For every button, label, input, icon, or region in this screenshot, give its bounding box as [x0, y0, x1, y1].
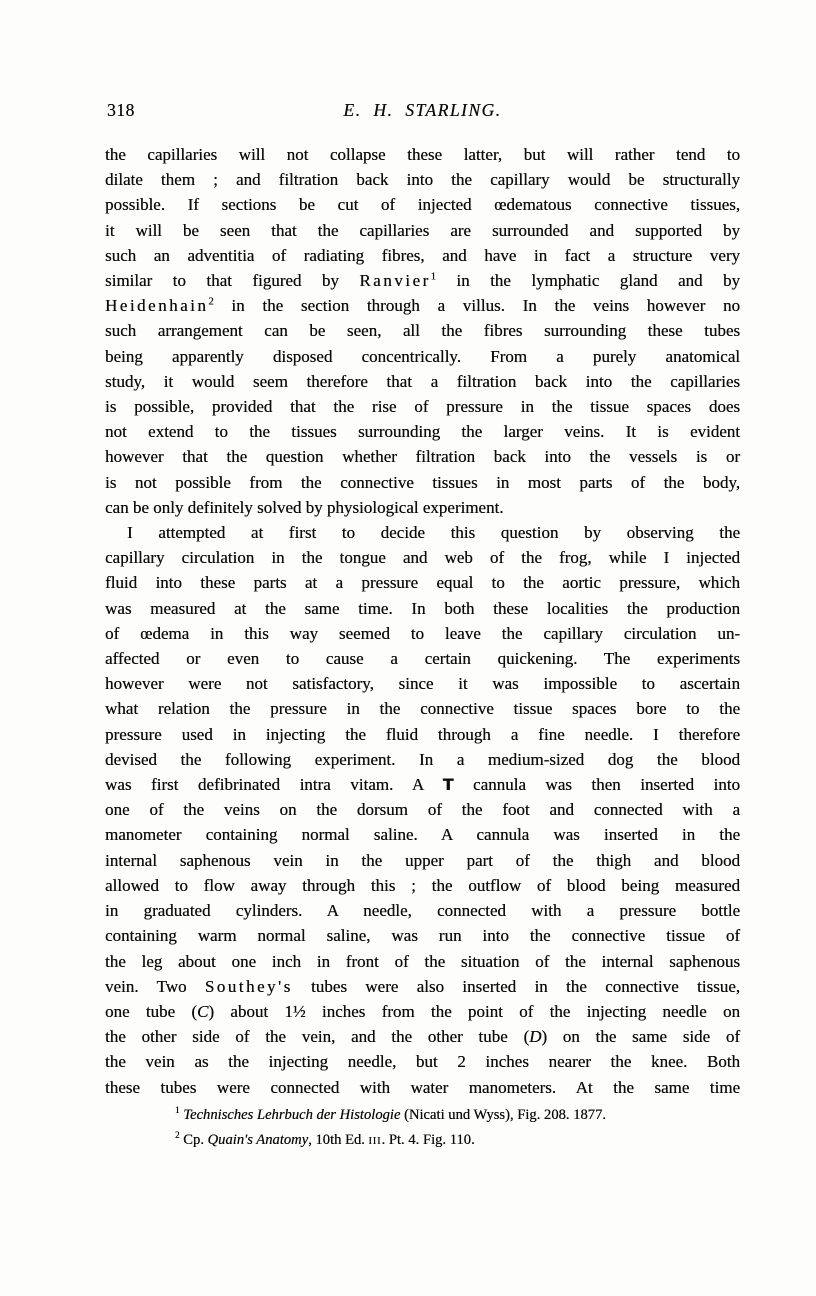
footnote-marker: 2	[208, 296, 214, 308]
styled-text: Heidenhain	[105, 296, 209, 316]
text-line: is not possible from the connective tissues in most parts of the body,	[105, 472, 740, 492]
body-paragraphs	[105, 142, 740, 1100]
text-line: these tubes were connected with water manometers. At the same time	[105, 1077, 740, 1097]
running-header	[105, 100, 740, 126]
text-line: similar to that figured by Ranvier$^1$ in the lymphatic gland and by	[105, 271, 740, 291]
text-line: of œdema in this way seemed to leave the capillary circulation un-	[105, 623, 740, 643]
page-body	[105, 142, 740, 1154]
styled-text: Technisches Lehrbuch der Histologie	[183, 1106, 401, 1123]
text-line: manometer containing normal saline. A cannula was inserted in the	[105, 825, 740, 845]
text-line: was measured at the same time. In both these localities the production	[105, 598, 740, 618]
text-line: affected or even to cause a certain quickening. The experiments	[105, 649, 740, 669]
styled-text: iii	[368, 1132, 382, 1149]
text-line: not extend to the tissues surrounding the larger veins. It is evident	[105, 422, 740, 442]
text-line: allowed to flow away through this ; the outflow of blood being measured	[105, 875, 740, 895]
text-line: the capillaries will not collapse these latter, but will rather tend to	[105, 145, 740, 164]
text-line: it will be seen that the capillaries are surrounded and supported by	[105, 220, 740, 240]
text-line: such arrangement can be seen, all the fibres surrounding these tubes	[105, 321, 740, 341]
text-line: study, it would seem therefore that a filtration back into the capillaries	[105, 371, 740, 391]
footnote-marker: 2	[175, 1130, 180, 1141]
footnotes	[105, 1103, 740, 1154]
text-line: dilate them ; and filtration back into the capillary would be structurally	[105, 170, 740, 190]
text-line: capillary circulation in the tongue and web of the frog, while I injected	[105, 548, 740, 568]
styled-text: C	[197, 1001, 209, 1021]
running-head-title: E. H. STARLING.	[343, 100, 502, 120]
text-line: Heidenhain$^2$ in the section through a villus. In the veins however no	[105, 296, 740, 316]
paragraph	[105, 520, 740, 1100]
footnote: $^1$ Technisches Lehrbuch der Histologie (Nicati und Wyss), Fig. 208. 1877.	[175, 1104, 606, 1123]
text-line: can be only definitely solved by physiological experiment.	[105, 497, 504, 517]
text-line: one tube (C) about 1½ inches from the point of the injecting needle on	[105, 1001, 740, 1021]
text-line: containing warm normal saline, was run into the connective tissue of	[105, 926, 740, 946]
page-number: 318	[107, 100, 135, 120]
text-line: however were not satisfactory, since it was impossible to ascertain	[105, 674, 740, 694]
text-line: possible. If sections be cut of injected œdematous connective tissues,	[105, 195, 740, 215]
text-line: being apparently disposed concentrically. From a purely anatomical	[105, 346, 740, 366]
text-line: what relation the pressure in the connective tissue spaces bore to the	[105, 699, 740, 719]
paragraph	[105, 142, 740, 520]
styled-text: D	[529, 1027, 542, 1047]
styled-text: T	[442, 775, 454, 795]
footnote-marker: 1	[430, 271, 436, 283]
text-line: however that the question whether filtration back into the vessels is or	[105, 447, 740, 467]
text-line: vein. Two Southey's tubes were also inserted in the connective tissue,	[105, 976, 740, 996]
text-line: I attempted at first to decide this question by observing the	[127, 523, 740, 543]
styled-text: Quain's Anatomy	[207, 1132, 309, 1149]
text-line: is possible, provided that the rise of pressure in the tissue spaces does	[105, 397, 740, 417]
text-line: fluid into these parts at a pressure equal to the aortic pressure, which	[105, 573, 740, 593]
text-line: such an adventitia of radiating fibres, and have in fact a structure very	[105, 245, 740, 265]
text-line: internal saphenous vein in the upper part of the thigh and blood	[105, 850, 740, 870]
footnote-marker: 1	[175, 1104, 180, 1115]
text-line: the other side of the vein, and the other tube (D) on the same side of	[105, 1027, 740, 1047]
text-line: devised the following experiment. In a medium-sized dog the blood	[105, 749, 740, 769]
text-line: pressure used in injecting the fluid through a fine needle. I therefore	[105, 724, 740, 744]
text-line: the leg about one inch in front of the situation of the internal saphenous	[105, 951, 740, 971]
text-line: was first defibrinated intra vitam. A T cannula was then inserted into	[105, 775, 741, 795]
text-line: in graduated cylinders. A needle, connected with a pressure bottle	[105, 901, 740, 921]
footnote: $^2$ Cp. Quain's Anatomy, 10th Ed. iii. Pt. 4. Fig. 110.	[175, 1130, 475, 1149]
styled-text: Ranvier	[359, 271, 431, 291]
styled-text: Southey's	[204, 976, 293, 996]
text-line: one of the veins on the dorsum of the foot and connected with a	[105, 800, 740, 820]
text-line: the vein as the injecting needle, but 2 inches nearer the knee. Both	[105, 1052, 740, 1072]
